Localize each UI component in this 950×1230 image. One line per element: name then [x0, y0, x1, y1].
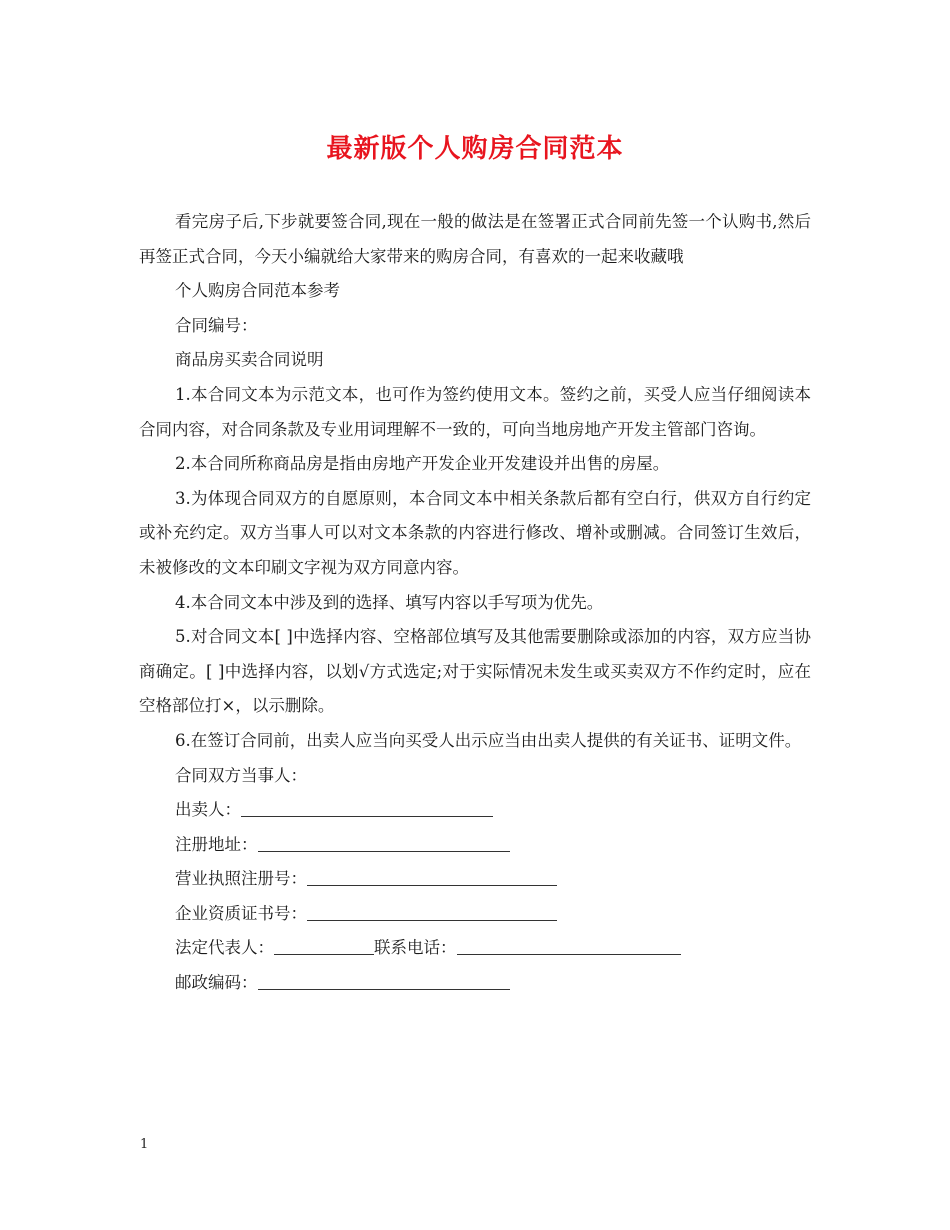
- postal-code-label: 邮政编码：: [175, 973, 258, 993]
- business-license-label: 营业执照注册号：: [175, 869, 307, 889]
- registered-address-blank[interactable]: [258, 835, 510, 852]
- clause-paragraph: 2.本合同所称商品房是指由房地产开发企业开发建设并出售的房屋。: [175, 454, 670, 474]
- business-license-blank[interactable]: [307, 869, 557, 886]
- intro-paragraph: 看完房子后,下步就要签合同,现在一般的做法是在签署正式合同前先签一个认购书,然后再签正式合同，今天小编就给大家带来的购房合同，有喜欢的一起来收藏哦: [139, 212, 811, 266]
- business-license-field: [139, 862, 811, 897]
- legal-representative-blank[interactable]: [274, 938, 374, 955]
- qualification-cert-blank[interactable]: [307, 904, 557, 921]
- parties-heading: 合同双方当事人：: [175, 765, 307, 785]
- registered-address-field: [139, 828, 811, 863]
- section-heading: 个人购房合同范本参考: [175, 281, 340, 301]
- legal-representative-label: 法定代表人：: [175, 938, 274, 958]
- document-body: [139, 205, 811, 1001]
- legal-representative-field: [139, 931, 811, 966]
- registered-address-label: 注册地址：: [175, 834, 258, 854]
- clause-paragraph: 3.为体现合同双方的自愿原则，本合同文本中相关条款后都有空白行，供双方自行约定或补充约定。双方当事人可以对文本条款的内容进行修改、增补或删减。合同签订生效后，未被修改的文本印刷文字视为双方同意内容。: [139, 488, 811, 577]
- contract-number-label: 合同编号：: [175, 315, 258, 335]
- section-heading: 商品房买卖合同说明: [175, 350, 324, 370]
- seller-field: [139, 793, 811, 828]
- qualification-cert-field: [139, 897, 811, 932]
- clause-paragraph: 4.本合同文本中涉及到的选择、填写内容以手写项为优先。: [175, 592, 604, 612]
- postal-code-blank[interactable]: [258, 973, 510, 990]
- clause-paragraph: 1.本合同文本为示范文本，也可作为签约使用文本。签约之前，买受人应当仔细阅读本合同内容，对合同条款及专业用词理解不一致的，可向当地房地产开发主管部门咨询。: [139, 384, 811, 439]
- qualification-cert-label: 企业资质证书号：: [175, 903, 307, 923]
- seller-blank[interactable]: [241, 800, 493, 817]
- document-title: 最新版个人购房合同范本: [326, 134, 624, 164]
- clause-paragraph: 6.在签订合同前，出卖人应当向买受人出示应当由出卖人提供的有关证书、证明文件。: [175, 730, 802, 750]
- postal-code-field: [139, 966, 811, 1001]
- contact-phone-blank[interactable]: [457, 938, 681, 955]
- clause-paragraph: 5.对合同文本[ ]中选择内容、空格部位填写及其他需要删除或添加的内容，双方应当协商确定。[ ]中选择内容，以划√方式选定;对于实际情况未发生或买卖双方不作约定时，应在空格部位打×，以示删除。: [139, 627, 811, 716]
- page-number: 1: [140, 1137, 149, 1152]
- contact-phone-label: 联系电话：: [374, 938, 457, 958]
- seller-label: 出卖人：: [175, 800, 241, 820]
